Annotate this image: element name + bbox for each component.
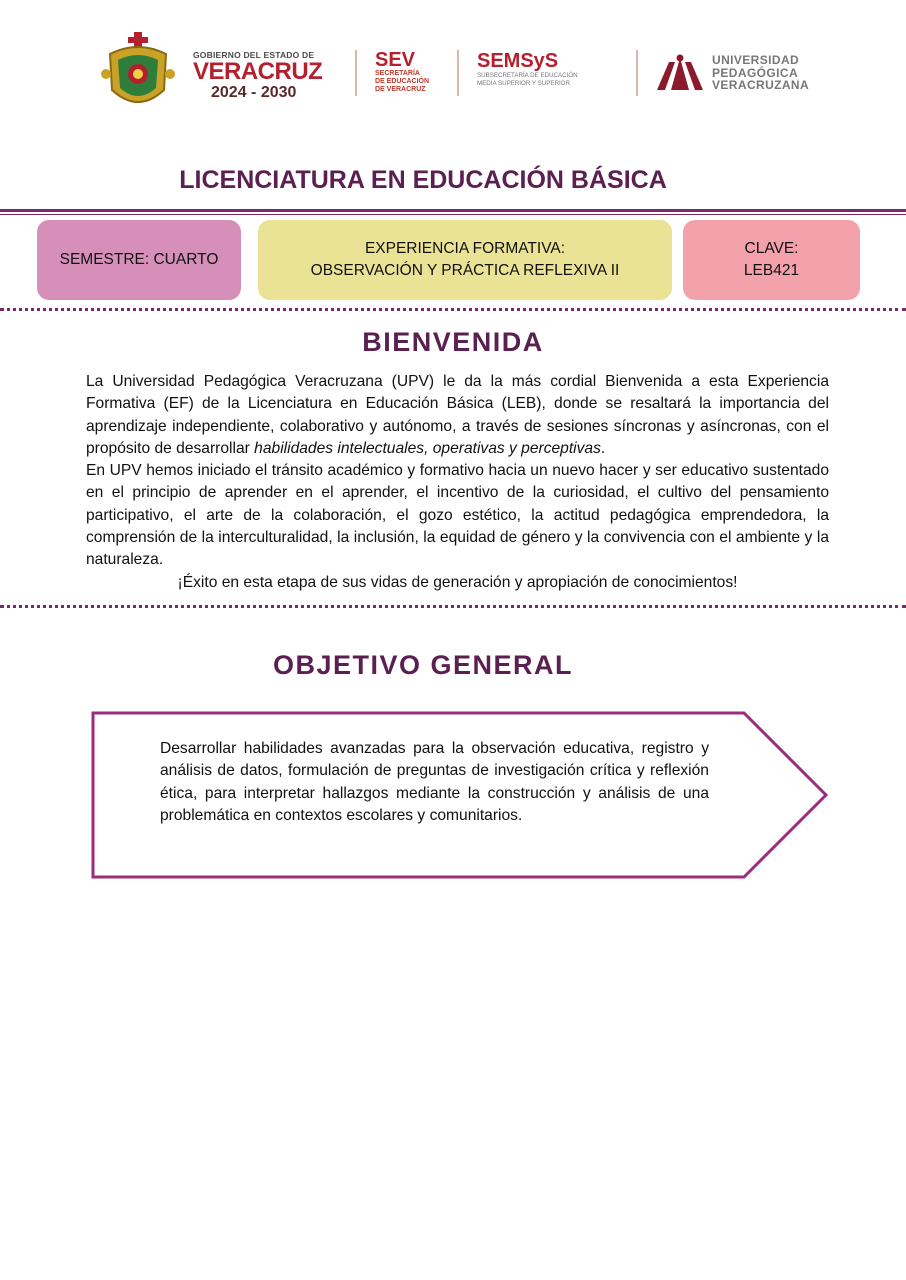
coat-of-arms-icon <box>100 32 176 114</box>
upv-logo <box>712 54 822 92</box>
welcome-body <box>86 371 829 594</box>
program-title: LICENCIATURA EN EDUCACIÓN BÁSICA <box>179 166 667 194</box>
semester-box <box>37 220 241 300</box>
logo-line: PEDAGÓGICA <box>712 65 799 80</box>
logo-divider <box>355 50 357 96</box>
logo-line: VERACRUZ <box>193 58 323 85</box>
clave-box <box>683 220 860 300</box>
section-divider <box>0 308 906 311</box>
section-divider <box>0 605 906 608</box>
upv-emblem-icon <box>655 54 705 94</box>
veracruz-government-logo <box>193 50 338 101</box>
welcome-title: BIENVENIDA <box>362 327 544 357</box>
clave-value: LEB421 <box>743 262 800 279</box>
welcome-text-end: . <box>600 439 606 457</box>
welcome-text: La Universidad Pedagógica Veracruzana (UPV) le da la más cordial Bienvenida a esta Experiencia Formativa (EF) de la Licenciatura en Educación Básica (LEB), donde se resaltará la importancia del aprendizaje independiente, colaborativo y autónomo, a través de sesiones síncronas y asíncronas, con el propósito de desarrollar <box>86 373 829 457</box>
title-rule <box>0 209 906 212</box>
semsys-logo <box>477 50 627 88</box>
title-rule-thin <box>0 214 906 215</box>
logo-sub: DE VERACRUZ <box>375 86 426 93</box>
logo-divider <box>636 50 638 96</box>
logo-sub: SUBSECRETARÍA DE EDUCACIÓN <box>477 72 578 79</box>
logo-line: GOBIERNO DEL ESTADO DE <box>193 50 315 60</box>
logo-divider <box>457 50 459 96</box>
logo-title: SEMSyS <box>477 50 559 72</box>
logo-line: VERACRUZANA <box>712 78 810 92</box>
objective-title: OBJETIVO GENERAL <box>272 650 574 680</box>
welcome-paragraph: En UPV hemos iniciado el tránsito académico y formativo hacia un nuevo hacer y ser educativo sustentado en el principio de aprender en el aprender, el incentivo de la curiosidad, el cultivo del pensamiento participativo, el arte de la colaboración, el gozo estético, la actitud pedagógica emprendedora, la comprensión de la interculturalidad, la inclusión, la equidad de género y la convivencia con el ambiente y la naturaleza. <box>86 462 829 569</box>
experience-box <box>258 220 672 300</box>
logo-sub: MEDIA SUPERIOR Y SUPERIOR <box>477 80 570 87</box>
welcome-closing: ¡Éxito en esta etapa de sus vidas de generación y apropiación de conocimientos! <box>177 573 738 591</box>
welcome-emphasis: habilidades intelectuales, operativas y perceptivas <box>254 439 601 457</box>
experience-label: EXPERIENCIA FORMATIVA: <box>364 240 566 257</box>
logo-line: 2024 - 2030 <box>211 84 297 101</box>
welcome-paragraph <box>86 371 829 460</box>
sev-logo <box>375 50 455 94</box>
semester-label: SEMESTRE: CUARTO <box>59 251 219 268</box>
logo-line: UNIVERSIDAD <box>712 53 800 67</box>
logo-title: SEV <box>375 49 416 71</box>
objective-text: Desarrollar habilidades avanzadas para la observación educativa, registro y análisis de datos, formulación de preguntas de investigación crítica y reflexión ética, para interpretar hallazgos mediante la construcción y análisis de una problemática en contextos escolares y comunitarios. <box>160 740 709 824</box>
logo-sub: SECRETARÍA <box>375 70 420 77</box>
header-logos <box>0 28 906 118</box>
clave-label: CLAVE: <box>744 240 799 257</box>
experience-name: OBSERVACIÓN Y PRÁCTICA REFLEXIVA II <box>310 262 620 279</box>
logo-sub: DE EDUCACIÓN <box>375 78 430 85</box>
